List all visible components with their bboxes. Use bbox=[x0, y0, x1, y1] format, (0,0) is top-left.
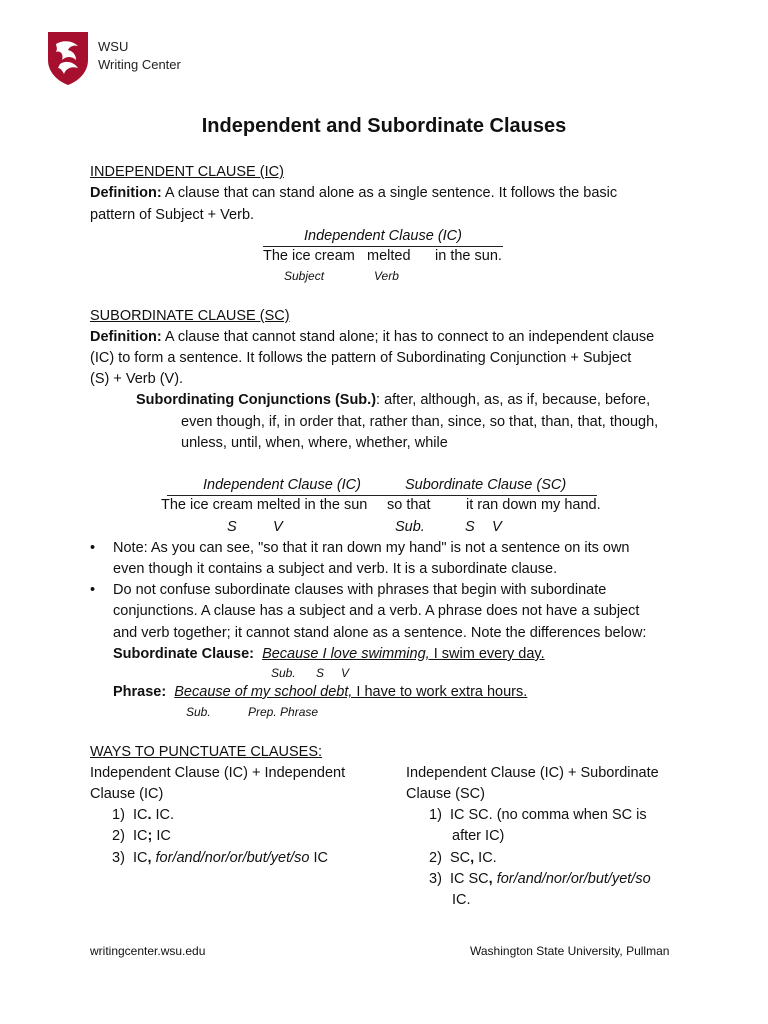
page-title: Independent and Subordinate Clauses bbox=[201, 115, 567, 137]
bullet-2-marker: • bbox=[90, 582, 96, 598]
example-1-ann-sub: Sub. bbox=[271, 666, 296, 680]
punctuation-heading: WAYS TO PUNCTUATE CLAUSES: bbox=[90, 744, 323, 760]
ic-diagram-subject-label: Subject bbox=[284, 269, 325, 283]
right-item-1-line-2: after IC) bbox=[452, 828, 505, 844]
right-column-heading-2: Clause (SC) bbox=[406, 786, 485, 802]
ic-definition-line-2: pattern of Subject + Verb. bbox=[90, 207, 255, 223]
sc-diagram-s2: S bbox=[465, 519, 475, 535]
bullet-2-line-3: and verb together; it cannot stand alone as a sentence. Note the differences below: bbox=[113, 625, 647, 641]
wsu-logo bbox=[46, 30, 90, 91]
bullet-2-line-2: conjunctions. A clause has a subject and a verb. A phrase does not have a subject bbox=[113, 603, 640, 619]
ic-diagram-verb: melted bbox=[367, 248, 411, 264]
ic-definition-label: Definition: bbox=[90, 185, 162, 201]
sc-definition-line-1 bbox=[90, 327, 654, 348]
bullet-1-marker: • bbox=[90, 540, 96, 556]
right-item-3-line-2: IC. bbox=[452, 892, 471, 908]
conjunctions-line-1 bbox=[136, 390, 650, 411]
ic-definition-text: A clause that can stand alone as a single sentence. It follows the basic bbox=[161, 185, 618, 201]
sc-heading: SUBORDINATE CLAUSE (SC) bbox=[90, 308, 290, 324]
right-item-3: 3) IC SC, for/and/nor/or/but/yet/so bbox=[429, 871, 651, 887]
sc-diagram-sub: Sub. bbox=[395, 519, 425, 535]
conjunctions-label: Subordinating Conjunctions (Sub.) bbox=[136, 392, 377, 408]
sc-definition-line-3: (S) + Verb (V). bbox=[90, 371, 184, 387]
sc-definition-line-2: (IC) to form a sentence. It follows the pattern of Subordinating Conjunction + Subject bbox=[90, 350, 632, 366]
conjunctions-line-2: even though, if, in order that, rather than, since, so that, than, that, though, bbox=[181, 414, 659, 430]
example-2-italic: Because of my school debt, bbox=[174, 684, 353, 700]
example-1-italic: Because I love swimming, bbox=[262, 646, 430, 662]
ic-diagram-verb-label: Verb bbox=[374, 269, 399, 283]
left-column-heading-1: Independent Clause (IC) + Independent bbox=[90, 765, 346, 781]
example-1-ann-s: S bbox=[316, 666, 325, 680]
left-item-3: 3) IC, for/and/nor/or/but/yet/so IC bbox=[112, 850, 329, 866]
sc-diagram-conjunction: so that bbox=[387, 497, 431, 513]
sc-diagram-ic-label: Independent Clause (IC) bbox=[203, 477, 361, 493]
left-item-2: 2) IC; IC bbox=[112, 828, 171, 844]
left-item-1: 1) IC. IC. bbox=[112, 807, 175, 823]
sc-definition-label: Definition: bbox=[90, 329, 162, 345]
right-item-1: 1) IC SC. (no comma when SC is bbox=[429, 807, 647, 823]
ic-heading: INDEPENDENT CLAUSE (IC) bbox=[90, 164, 284, 180]
ic-diagram-rest: in the sun. bbox=[435, 248, 502, 264]
ic-diagram-label: Independent Clause (IC) bbox=[304, 228, 462, 244]
footer-website: writingcenter.wsu.edu bbox=[90, 944, 206, 958]
cougar-shield-icon bbox=[46, 30, 90, 86]
bullet-2-line-1: Do not confuse subordinate clauses with phrases that begin with subordinate bbox=[113, 582, 607, 598]
conjunctions-text: : after, although, as, as if, because, before, bbox=[376, 392, 651, 408]
footer-university: Washington State University, Pullman bbox=[470, 944, 670, 958]
bullet-1-line-1: Note: As you can see, "so that it ran down my hand" is not a sentence on its own bbox=[113, 540, 630, 556]
example-phrase bbox=[113, 682, 527, 703]
sc-diagram-independent: The ice cream melted in the sun bbox=[161, 497, 368, 513]
sc-diagram-v1: V bbox=[273, 519, 283, 535]
left-column-heading-2: Clause (IC) bbox=[90, 786, 164, 802]
logo-line-2: Writing Center bbox=[98, 57, 181, 72]
sc-diagram-subordinate: it ran down my hand. bbox=[466, 497, 601, 513]
example-2-ann-prep-phrase: Prep. Phrase bbox=[248, 705, 319, 719]
sc-diagram-sc-label: Subordinate Clause (SC) bbox=[405, 477, 567, 493]
sc-diagram-s1: S bbox=[227, 519, 237, 535]
example-2-ann-sub: Sub. bbox=[186, 705, 211, 719]
right-column-heading-1: Independent Clause (IC) + Subordinate bbox=[406, 765, 659, 781]
conjunctions-line-3: unless, until, when, where, whether, while bbox=[181, 435, 448, 451]
bullet-1-line-2: even though it contains a subject and verb. It is a subordinate clause. bbox=[113, 561, 558, 577]
example-1-label: Subordinate Clause: bbox=[113, 646, 254, 662]
example-1-rest: I swim every day. bbox=[429, 646, 545, 662]
example-subordinate-clause bbox=[113, 644, 545, 665]
example-2-label: Phrase: bbox=[113, 684, 167, 700]
logo-line-1: WSU bbox=[98, 39, 129, 54]
sc-diagram-v2: V bbox=[492, 519, 502, 535]
sc-definition-text: A clause that cannot stand alone; it has to connect to an independent clause bbox=[161, 329, 655, 345]
ic-diagram-subject: The ice cream bbox=[263, 248, 355, 264]
example-2-rest: I have to work extra hours. bbox=[352, 684, 528, 700]
right-item-2: 2) SC, IC. bbox=[429, 850, 497, 866]
ic-definition-line-1 bbox=[90, 183, 617, 204]
example-1-ann-v: V bbox=[341, 666, 350, 680]
